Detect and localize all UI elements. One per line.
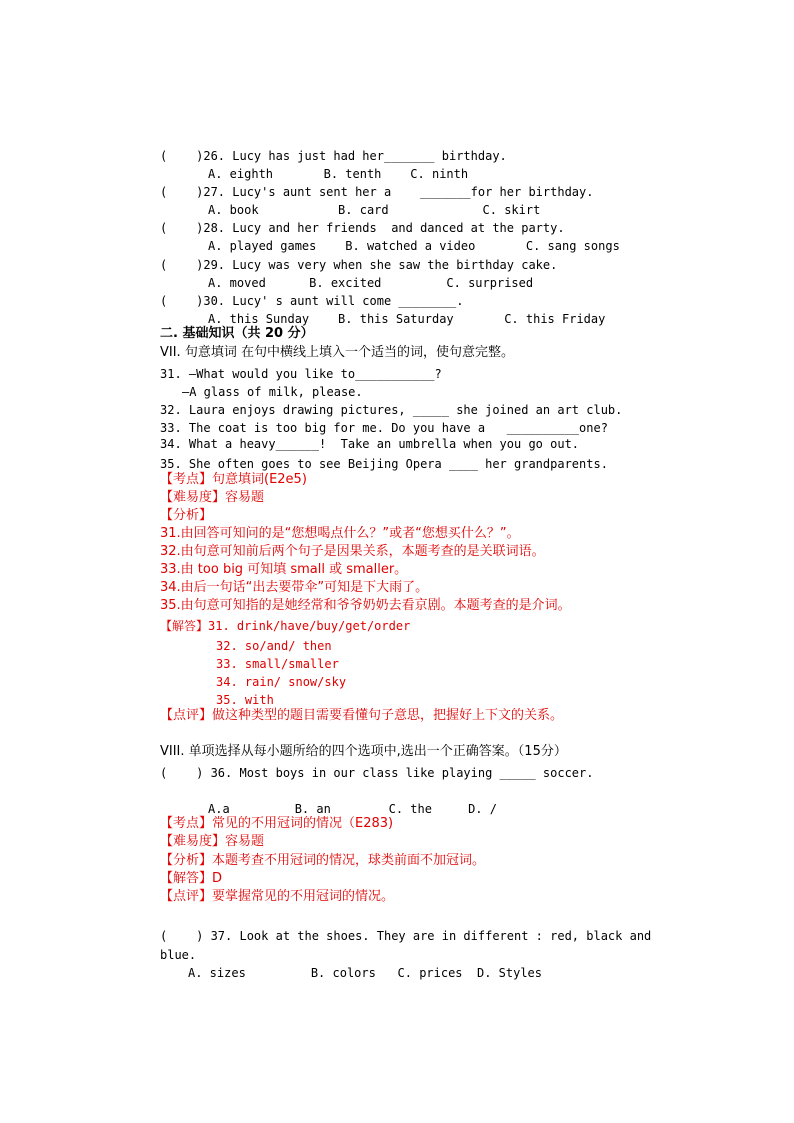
part7-title: VII. 句意填词 在句中横线上填入一个适当的词，使句意完整。 [160,345,514,360]
dianping-36: 【点评】要掌握常见的不用冠词的情况。 [160,889,395,904]
question-30: ( )30. Lucy' s aunt will come ________. [160,294,464,308]
question-32: 32. Laura enjoys drawing pictures, _____ she joined an art club. [160,403,623,417]
fenxi-36: 【分析】本题考查不用冠词的情况，球类前面不加冠词。 [160,853,486,868]
question-27: ( )27. Lucy's aunt sent her a _______for her birthday. [160,185,594,199]
analysis-33: 33.由 too big 可知填 small 或 smaller。 [160,562,408,577]
question-31-a: 31. —What would you like to___________? [160,367,442,381]
question-37-line2: blue. [160,948,197,962]
question-27-options: A. book B. card C. skirt [208,203,541,217]
question-26-options: A. eighth B. tenth C. ninth [208,167,469,181]
question-36-options: A.a B. an C. the D. / [208,802,497,816]
analysis-31: 31.由回答可知问的是“您想喝点什么？”或者“您想买什么？”。 [160,526,520,541]
question-29: ( )29. Lucy was very when she saw the birthday cake. [160,258,558,272]
answer-32: 32. so/and/ then [216,639,332,653]
answer-36: 【解答】D [160,871,223,886]
section-heading: 二. 基础知识（共 20 分） [160,326,314,341]
question-37-options: A. sizes B. colors C. prices D. Styles [188,966,543,980]
question-26: ( )26. Lucy has just had her_______ birthday. [160,149,507,163]
question-28: ( )28. Lucy and her friends and danced at the party. [160,221,565,235]
kaodian-36: 【考点】常见的不用冠词的情况（E283) [160,816,394,831]
answer-35: 35. with [216,693,274,707]
question-28-options: A. played games B. watched a video C. sang songs [208,239,620,253]
fenxi-label: 【分析】 [160,508,213,523]
analysis-32: 32.由句意可知前后两个句子是因果关系，本题考查的是关联词语。 [160,544,545,559]
question-34: 34. What a heavy______! Take an umbrella when you go out. [160,437,580,451]
question-30-options: A. this Sunday B. this Saturday C. this Friday [208,312,606,326]
answer-33: 33. small/smaller [216,657,339,671]
analysis-34: 34.由后一句话“出去要带伞”可知是下大雨了。 [160,580,429,595]
question-37-line1: ( ) 37. Look at the shoes. They are in different : red, black and [160,929,652,943]
part8-title: VIII. 单项选择从每小题所给的四个选项中,选出一个正确答案。（15分） [160,744,567,759]
question-35: 35. She often goes to see Beijing Opera ____ her grandparents. [160,457,608,471]
answer-31: 【解答】31. drink/have/buy/get/order [160,619,411,633]
answer-34: 34. rain/ snow/sky [216,675,347,689]
nandu-label: 【难易度】容易题 [160,490,265,505]
question-29-options: A. moved B. excited C. surprised [208,276,534,290]
kaodian-label: 【考点】句意填词(E2e5) [160,472,307,487]
dianping-label: 【点评】做这种类型的题目需要看懂句子意思，把握好上下文的关系。 [160,708,564,723]
analysis-35: 35.由句意可知指的是她经常和爷爷奶奶去看京剧。本题考查的是介词。 [160,598,571,613]
question-31-b: —A glass of milk, please. [182,385,363,399]
nandu-36: 【难易度】容易题 [160,834,265,849]
question-36: ( ) 36. Most boys in our class like playing _____ soccer. [160,766,594,780]
question-33: 33. The coat is too big for me. Do you have a __________one? [160,421,608,435]
